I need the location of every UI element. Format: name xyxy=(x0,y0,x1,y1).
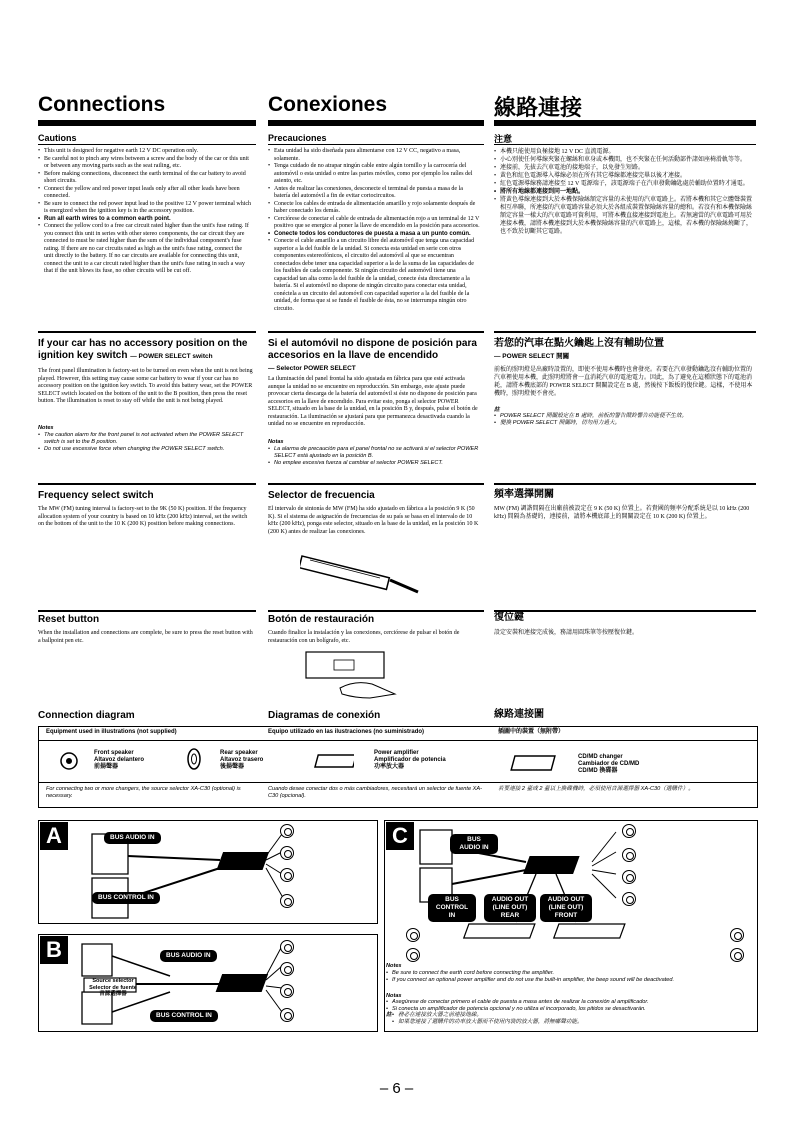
list-item: • La alarma de precaución para el panel frontal no se activará si el selector POWER SELECT está ajustado en la posición B. xyxy=(268,446,482,460)
list-item: • 務必在連接放大器之前連接地線。 xyxy=(392,1012,752,1019)
list-item: • Connect the yellow cord to a free car circuit rated higher than the unit's fuse rating. If you connect this unit in series with other stereo components, the car circuit they are connected to must be rated higher than the sum of the individual component's fuse rating. If there are no car circuits rated as high as the unit's fuse rating, connect the unit directly to the battery. If no car circuits are available for connecting this unit, connect the unit to a car circuit rated higher than the unit's fuse rating in such a way that if the unit blows its fuse, no other circuits will be cut off. xyxy=(38,223,252,276)
list-item: • Asegúrese de conectar primero el cable de puesta a masa antes de realizar la conexión al amplificador. xyxy=(386,999,752,1006)
rule xyxy=(38,483,256,485)
equipment-en: Equipment used in illustrations (not supplied) xyxy=(46,729,177,735)
rule xyxy=(494,144,756,145)
list-item: • Cerciórese de conectar el cable de entrada de alimentación rojo a un terminal de 12 V positivo que se energice al poner la llave de encendido en la posición para accesorios. xyxy=(268,216,480,231)
frequency-heading-en: Frequency select switch xyxy=(38,490,154,501)
panel-c-tag-rear: AUDIO OUT (LINE OUT) REAR xyxy=(484,894,536,922)
notes-label-en: Notes xyxy=(386,963,402,969)
power-amplifier-icon xyxy=(314,752,354,770)
list-item: • 將黃色導線連接到大於本機保險絲額定容量的未使用的汽車電路上。若將本機和其它立體聲裝置相互串聯，所連接的汽車電路容量必須大於各組成裝置保險絲容量的總和。若沒有和本機保險絲額定容量一樣大的汽車電路可資利用，可將本機直接連接到電池上。若無適當的汽車電路可用於連接本機，請將本機連接到大於本機保險絲容量的汽車電路上，這樣，若本機的保險絲燒斷了，也不致於切斷其它電路。 xyxy=(494,196,756,236)
source-selector-label xyxy=(84,978,142,998)
frequency-heading-es: Selector de frecuencia xyxy=(268,490,375,501)
rca-jack xyxy=(730,948,744,962)
list-item: • Si conecta un amplificador de potencia opcional y no utiliza el incorporado, los pitidos se desactivarán. xyxy=(386,1006,752,1013)
cautions-heading-es: Precauciones xyxy=(268,133,327,143)
list-item: • Be careful not to pinch any wires between a screw and the body of the car or this unit or between any moving parts such as the seat railing, etc. xyxy=(38,156,252,171)
list-item: • 黃色和紅色電源導入導線必須在所有其它導線都連接完畢以後才連接。 xyxy=(494,172,756,180)
notes-label: Notes xyxy=(38,425,54,431)
accessory-heading-text: If your car has no accessory position on the ignition key switch xyxy=(38,338,248,361)
accessory-heading-text: 若您的汽車在點火鑰匙上沒有輔助位置 xyxy=(494,338,664,349)
list-item: • 連接前，先拔去汽車電池的接地端子，以免發生短路。 xyxy=(494,164,756,172)
diagram-heading-zh: 線路連接圖 xyxy=(494,709,544,720)
panel-letter-b: B xyxy=(40,936,68,964)
rca-jack xyxy=(280,868,294,882)
changer-note-es: Cuando desee conectar dos o más cambiadores, necesitará un selector de fuente XA-C30 (opcional). xyxy=(268,786,482,799)
reset-heading-zh: 復位鍵 xyxy=(494,612,524,623)
reset-body-en: When the installation and connections are complete, be sure to press the reset button with a ballpoint pen etc. xyxy=(38,630,253,644)
rule xyxy=(494,610,756,612)
panel-letter-c: C xyxy=(386,822,414,850)
accessory-notes-es xyxy=(268,446,482,467)
list-item: • No emplee excesiva fuerza al cambiar el selector POWER SELECT. xyxy=(268,460,482,467)
legend-en: Rear speaker xyxy=(220,750,258,756)
notes-label: Notas xyxy=(268,439,284,445)
rule xyxy=(494,483,756,485)
diagram-notes-en xyxy=(386,970,752,984)
reset-body-zh: 設定安裝和連接完成後，務請用圓珠筆等按壓復位鍵。 xyxy=(494,630,639,636)
legend-en: CD/MD changer xyxy=(578,754,623,760)
reset-heading-es: Botón de restauración xyxy=(268,614,375,625)
equipment-zh: 插圖中的裝置（無附帶） xyxy=(498,729,565,735)
rule xyxy=(38,610,256,612)
legend-es: Amplificador de potencia xyxy=(374,757,446,763)
selector-en: Source selector xyxy=(92,978,134,984)
legend-changer xyxy=(578,754,639,775)
rule xyxy=(268,610,484,612)
rca-jack xyxy=(406,948,420,962)
equipment-es: Equipo utilizado en las ilustraciones (no suministrado) xyxy=(268,729,425,735)
rule xyxy=(268,483,484,485)
list-item: • Conecte todos los conductores de puesta a masa a un punto común. xyxy=(268,231,480,239)
rca-jack xyxy=(730,928,744,942)
legend-es: Altavoz delantero xyxy=(94,757,145,763)
rca-jack xyxy=(280,962,294,976)
cautions-heading-zh: 注意 xyxy=(494,134,513,144)
frequency-body-es: El intervalo de sintonía de MW (FM) ha sido ajustado en fábrica a la posición 9 K (50 K). Si el sistema de asignación de frecuencias de su país se basa en el intervalo de 10 kHz (200 kHz), ponga este selector, situado en la base de la unidad, en la posición 10 K (200 K) antes de realizar las conexiones. xyxy=(268,506,479,535)
list-item: • The caution alarm for the front panel is not activated when the POWER SELECT switch is set to the B position. xyxy=(38,432,254,446)
rca-jack xyxy=(280,1008,294,1022)
rca-jack xyxy=(280,846,294,860)
list-item: • 小心別使任何導線夾緊在螺絲和車身或本機間，也不夾緊在任何活動部件諸如座椅滑軌等等。 xyxy=(494,156,756,164)
title-rule-es xyxy=(268,120,484,126)
notes-label-zh: 註 xyxy=(386,1012,392,1018)
selector-zh: 音源選擇器 xyxy=(99,991,127,997)
accessory-heading-text: Si el automóvil no dispone de posición para accesorios en la llave de encendido xyxy=(268,338,477,361)
legend-power-amplifier xyxy=(374,750,446,771)
list-item: • Esta unidad ha sido diseñada para alimentarse con 12 V CC, negativo a masa, solamente. xyxy=(268,148,480,163)
page-number: – 6 – xyxy=(379,1080,414,1097)
title-en: Connections xyxy=(38,93,166,116)
panel-letter-a: A xyxy=(40,822,68,850)
changer-icon xyxy=(510,752,558,774)
legend-es: Altavoz trasero xyxy=(220,757,264,763)
diagram-notes-zh xyxy=(392,1012,752,1026)
list-item: • 將所有地線都連接到同一地點。 xyxy=(494,188,756,196)
title-zh: 線路連接 xyxy=(494,95,583,120)
selector-es: Selector de fuente xyxy=(89,984,137,991)
rca-jack xyxy=(280,940,294,954)
rca-jack xyxy=(280,824,294,838)
list-item: • 本機只能使用負極接地 12 V DC 直流電源。 xyxy=(494,148,756,156)
legend-front-speaker xyxy=(94,750,144,771)
panel-a-tag-audio: BUS AUDIO IN xyxy=(104,832,161,844)
rear-speaker-icon xyxy=(186,748,202,770)
panel-c-tag-front: AUDIO OUT (LINE OUT) FRONT xyxy=(540,894,592,922)
frequency-body-zh: MW (FM) 調諧間隔在出廠前被設定在 9 K (50 K) 位置上。若貴國的頻率分配系統是以 10 kHz (200 kHz) 間隔為基礎的，連接前，請將本機底部上的開關設定在 10 K (200 K) 位置上。 xyxy=(494,506,750,520)
cautions-list-en xyxy=(38,148,252,276)
list-item: • This unit is designed for negative earth 12 V DC operation only. xyxy=(38,148,252,156)
list-item: • If you connect an optional power amplifier and do not use the built-in amplifier, the beep sound will be deactivated. xyxy=(386,977,752,984)
cautions-list-zh xyxy=(494,148,756,236)
list-item: • 紅色電源導線務請連接至 12 V 電源端子，該電源端子在汽車發動鑰匙處於輔助位置時才通電。 xyxy=(494,180,756,188)
accessory-body-en: The front panel illumination is factory-set to be turned on even when the unit is not being played. However, this setting may cause some car battery to wear if your car has no accessory position on the ignition key switch. To avoid this battery wear, set the POWER SELECT switch located on the bottom of the unit to the B position, then press the reset button. The illumination is reset to stay off while the unit is not being played. xyxy=(38,368,253,404)
title-rule-zh xyxy=(494,120,756,126)
list-item: • Be sure to connect the red power input lead to the positive 12 V power terminal which is energized when the ignition key is in the accessory position. xyxy=(38,201,252,216)
rule xyxy=(38,144,256,145)
accessory-notes-zh xyxy=(494,413,756,427)
accessory-notes-en xyxy=(38,432,254,453)
legend-en: Front speaker xyxy=(94,750,134,756)
rca-jack xyxy=(280,984,294,998)
rca-jack xyxy=(622,892,636,906)
reset-body-es: Cuando finalice la instalación y las conexiones, cerciórese de pulsar el botón de restauración con un bolígrafo, etc. xyxy=(268,630,460,644)
panel-c-tag-audio: BUS AUDIO IN xyxy=(450,834,498,854)
legend-zh: 前揚聲器 xyxy=(94,764,119,770)
list-item: • Conecte el cable amarillo a un circuito libre del automóvil que tenga una capacidad superior a la del fusible de la unidad. Si conecta esta unidad en serie con otros componentes estereofónicos, el circuito del automóvil al que se encuentran conectados debe tener una capacidad superior a la de la suma de las capacidades de los fusibles de cada componente. Si ningún circuito del automóvil tiene una capacidad tan alta como la del fusible de la unidad, conecte ésta directamente a la batería. Si el automóvil no dispone de ningún circuito para conectar esta unidad, conéctela a un circuito del automóvil con capacidad superior a la del fusible de la unidad, de forma que si se funde el fusible de ésta, no se interrumpa ningún otro circuito. xyxy=(268,238,480,313)
accessory-sub: — POWER SELECT 開關 xyxy=(494,353,570,360)
legend-zh: 後揚聲器 xyxy=(220,764,245,770)
accessory-body-es: La iluminación del panel frontal ha sido ajustada en fábrica para que esté activada aunque la unidad no se encuentre en reproducción. Sin embargo, este ajuste puede provocar cierta descarga de la batería del automóvil si éste no dispone de posición para accesorios en la llave de encendido. Para evitar esto, ponga el selector POWER SELECT, situado en la base de la unidad, en la posición B y, después, pulse el botón de restauración. La iluminación se ajustará para que permanezca desactivada cuando la unidad no se encuentre en reproducción. xyxy=(268,376,478,427)
rule xyxy=(494,331,756,333)
legend-zh: 功率放大器 xyxy=(374,764,405,770)
panel-c-tag-control: BUS CONTROL IN xyxy=(428,894,476,922)
notes-label-es: Notas xyxy=(386,993,402,999)
list-item: • POWER SELECT 開關設定在 B 處時，前板的警告鬧鈴響告功能便不生效。 xyxy=(494,413,756,420)
changer-note-en: For connecting two or more changers, the source selector XA-C30 (optional) is necessary. xyxy=(46,786,241,799)
list-item: • Antes de realizar las conexiones, desconecte el terminal de puesta a masa de la batería del automóvil a fin de evitar cortocircuitos. xyxy=(268,186,480,201)
rule xyxy=(268,144,484,145)
cautions-list-es xyxy=(268,148,480,313)
accessory-sub: — Selector POWER SELECT xyxy=(268,365,356,372)
rca-jack xyxy=(622,848,636,862)
panel-a-tag-control: BUS CONTROL IN xyxy=(92,892,160,904)
list-item: • Before making connections, disconnect the earth terminal of the car battery to avoid short circuits. xyxy=(38,171,252,186)
frequency-heading-zh: 頻率選擇開關 xyxy=(494,489,554,500)
unit-panel xyxy=(334,660,354,670)
cautions-heading-en: Cautions xyxy=(38,133,77,143)
diagram-heading-es: Diagramas de conexión xyxy=(268,710,381,721)
panel-b-tag-audio: BUS AUDIO IN xyxy=(160,950,217,962)
legend-rear-speaker xyxy=(220,750,263,771)
accessory-heading-en xyxy=(38,338,256,363)
frequency-body-en: The MW (FM) tuning interval is factory-set to the 9K (50 K) position. If the frequency allocation system of your country is based on 10 kHz (200 kHz) interval, set the switch on the bottom of the unit to the 10 K (200 K) position before making connections. xyxy=(38,506,248,527)
title-es: Conexiones xyxy=(268,93,388,116)
accessory-heading-zh xyxy=(494,338,756,363)
list-item: • Tenga cuidado de no atrapar ningún cable entre algún tornillo y la carrocería del automóvil o esta unidad o entre las partes móviles, como por ejemplo los raíles del asiento, etc. xyxy=(268,163,480,186)
diagram-notes-es xyxy=(386,999,752,1013)
list-item: • Connect the yellow and red power input leads only after all other leads have been connected. xyxy=(38,186,252,201)
title-rule-en xyxy=(38,120,256,126)
legend-zh: CD/MD 換碟器 xyxy=(578,768,618,774)
changer-note-zh: 若要連接 2 臺或 2 臺以上換碟機時，必須使用音源選擇器 XA-C30（選購件）。 xyxy=(498,786,694,792)
front-speaker-icon xyxy=(60,752,78,770)
screwdriver-shaft xyxy=(390,580,418,592)
finger-hand xyxy=(340,683,395,698)
accessory-heading-es xyxy=(268,338,484,375)
list-item: • 如果您連接了選購件的功率放大器而不使用內裝的放大器，將無嘟聲功能。 xyxy=(392,1019,752,1026)
rule xyxy=(38,331,256,333)
diagram-heading-en: Connection diagram xyxy=(38,710,135,721)
rca-jack xyxy=(406,928,420,942)
rca-jack xyxy=(622,870,636,884)
legend-es: Cambiador de CD/MD xyxy=(578,761,640,767)
accessory-body-zh: 前板的照明燈是出廠時設置的，即使不使用本機時也會發亮。若要在汽車發動鑰匙沒有輔助位置的汽車裡使用本機，此照明燈將會一直消耗汽車的電池電力。因此，為了避免在這種狀態下的電池消耗，請將本機底部的 POWER SELECT 開關設定在 B 處，然後按下飯板的復位鍵。這樣，不使用本機時，照明燈便不會亮。 xyxy=(494,367,753,397)
rule xyxy=(38,782,758,783)
notes-label: 註 xyxy=(494,407,500,413)
legend-en: Power amplifier xyxy=(374,750,419,756)
rca-jack xyxy=(622,824,636,838)
rca-jack xyxy=(280,894,294,908)
panel-b-tag-control: BUS CONTROL IN xyxy=(150,1010,218,1022)
list-item: • Run all earth wires to a common earth point. xyxy=(38,216,252,224)
reset-heading-en: Reset button xyxy=(38,614,100,625)
reset-illustration xyxy=(300,650,410,700)
screwdriver-illustration xyxy=(300,552,420,598)
list-item: • 變換 POWER SELECT 開關時，切勿用力過大。 xyxy=(494,420,756,427)
list-item: • Do not use excessive force when changing the POWER SELECT switch. xyxy=(38,446,254,453)
list-item: • Conecte los cables de entrada de alimentación amarillo y rojo solamente después de haber conectado los demás. xyxy=(268,201,480,216)
list-item: • Be sure to connect the earth cord before connecting the amplifier. xyxy=(386,970,752,977)
rule xyxy=(268,331,484,333)
accessory-sub: — POWER SELECT switch xyxy=(130,353,213,360)
